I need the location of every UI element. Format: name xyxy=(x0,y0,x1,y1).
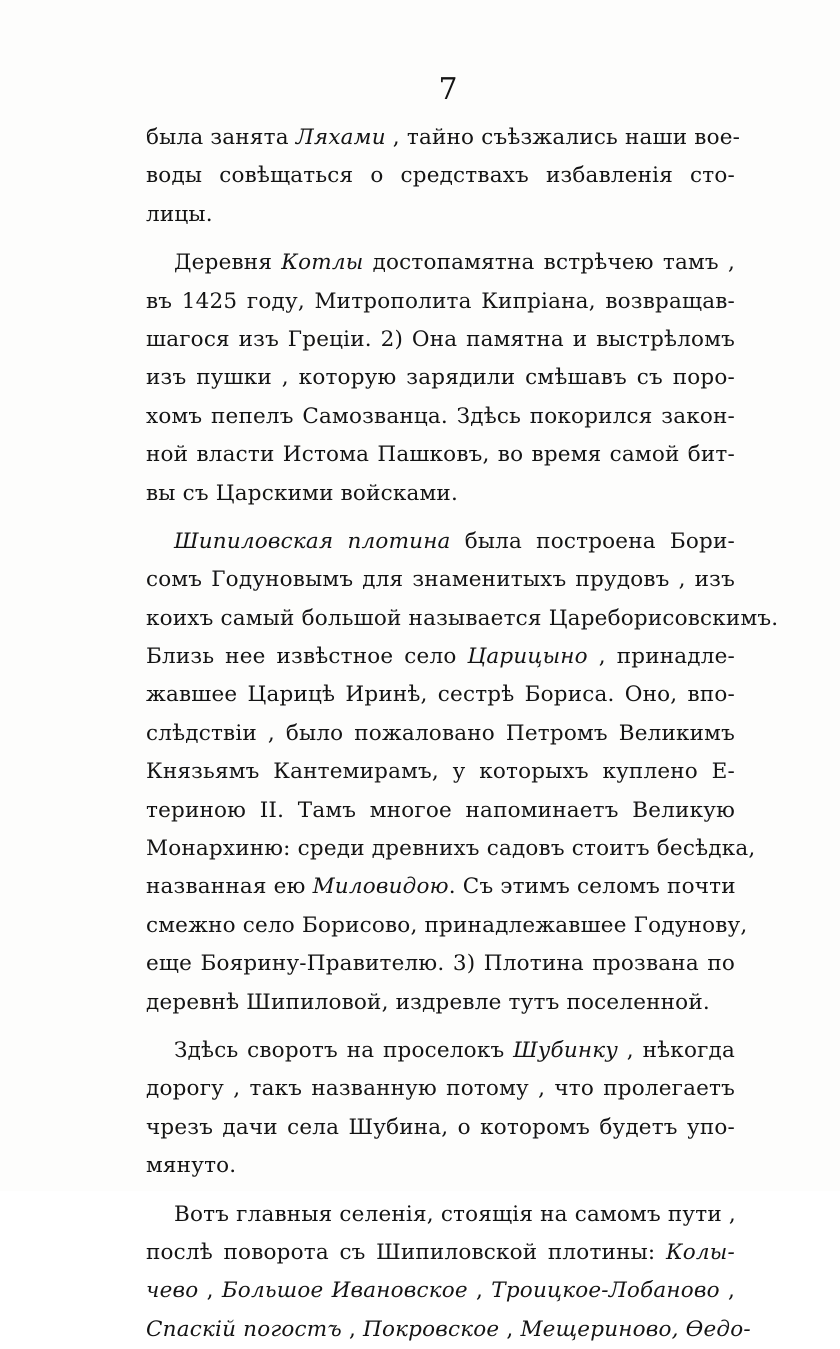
text-line xyxy=(146,1147,735,1185)
text-segment: коихъ самый большой называется Цареборисовскимъ. xyxy=(146,605,779,631)
text-segment: , xyxy=(198,1278,222,1304)
text-segment: воды совѣщаться о средствахъ избавленія сто- xyxy=(146,163,735,189)
text-line xyxy=(146,561,735,599)
text-line xyxy=(146,1196,735,1234)
text-segment: хомъ пепелъ Самозванца. Здѣсь покорился закон- xyxy=(146,403,735,429)
text-line xyxy=(146,321,735,359)
italic-text: Шипиловская плотина xyxy=(174,528,451,554)
text-segment: , xyxy=(467,1278,492,1304)
text-segment: дорогу , такъ названную потому , что пролегаетъ xyxy=(146,1076,735,1102)
text-segment: еще Боярину-Правителю. 3) Плотина прозвана по xyxy=(146,951,735,977)
text-segment: шагося изъ Греціи. 2) Она памятна и выстрѣломъ xyxy=(146,326,735,352)
text-segment: смежно село Борисово, принадлежавшее Годунову, xyxy=(146,912,748,938)
text-line xyxy=(146,600,779,638)
italic-text: Троицкое-Лобаново xyxy=(491,1278,720,1304)
italic-text: Котлы xyxy=(281,250,364,276)
text-segment: слѣдствіи , было пожаловано Петромъ Великимъ xyxy=(146,720,735,746)
text-line xyxy=(146,638,735,676)
text-line xyxy=(146,157,735,195)
text-segment: Здѣсь своротъ на проселокъ xyxy=(174,1037,514,1063)
italic-text: Миловидою xyxy=(312,874,449,900)
text-line xyxy=(146,398,735,436)
italic-text: Ляхами xyxy=(295,125,386,150)
text-segment: жавшее Царицѣ Иринѣ, сестрѣ Бориса. Оно, впо- xyxy=(146,682,735,708)
text-segment: изъ пушки , которую зарядили смѣшавъ съ поро- xyxy=(146,365,735,391)
text-segment: Князьямъ Кантемирамъ, у которыхъ куплено Е- xyxy=(146,759,735,785)
italic-text: чево xyxy=(146,1278,199,1304)
text-segment: чрезъ дачи села Шубина, о которомъ будетъ упо- xyxy=(146,1114,735,1140)
text-line xyxy=(146,244,735,282)
text-line xyxy=(146,475,735,513)
text-segment: лицы. xyxy=(146,201,213,227)
text-segment: достопамятна встрѣчею тамъ , xyxy=(363,250,735,276)
text-line xyxy=(146,830,756,868)
text-segment: была занята xyxy=(146,125,296,150)
text-segment: въ 1425 году, Митрополита Кипріана, возвращав- xyxy=(146,288,735,314)
text-segment: ной власти Истома Пашковъ, во время самой бит- xyxy=(146,442,735,468)
text-line xyxy=(146,436,735,474)
italic-text: Колы- xyxy=(665,1239,735,1265)
text-line xyxy=(146,907,748,945)
text-line xyxy=(146,523,735,561)
text-line xyxy=(146,1272,735,1310)
text-segment: . Съ этимъ селомъ почти xyxy=(448,874,736,900)
text-line xyxy=(146,868,735,906)
italic-text: Спаскій погостъ xyxy=(146,1316,342,1342)
text-line xyxy=(146,715,735,753)
text-line xyxy=(146,1032,735,1070)
text-line xyxy=(146,753,735,791)
text-line xyxy=(146,984,735,1022)
text-segment: деревнѣ Шипиловой, издревле тутъ поселенной. xyxy=(146,989,710,1015)
text-line xyxy=(146,676,735,714)
text-segment: была построена Бори- xyxy=(450,528,735,554)
text-line xyxy=(146,792,735,830)
page-number: 7 xyxy=(438,72,458,107)
italic-text: Шубинку xyxy=(513,1037,618,1063)
italic-text: Покровское xyxy=(363,1316,500,1342)
text-segment: , нѣкогда xyxy=(618,1037,736,1063)
text-line xyxy=(146,1070,735,1108)
text-line xyxy=(146,196,735,234)
text-line xyxy=(146,283,735,321)
text-line xyxy=(146,1234,735,1272)
text-line xyxy=(146,945,735,983)
text-line xyxy=(146,1311,751,1349)
page-text xyxy=(146,119,779,1349)
text-segment: Монархиню: среди древнихъ садовъ стоитъ бесѣдка, xyxy=(146,836,756,862)
text-segment: Деревня xyxy=(174,250,282,276)
italic-text: Царицыно xyxy=(467,644,588,670)
text-line xyxy=(146,119,741,157)
text-segment: мянуто. xyxy=(146,1153,237,1179)
text-segment: , тайно съѣзжались наши вое- xyxy=(385,125,741,150)
italic-text: Мещериново, Ѳедо- xyxy=(520,1316,751,1342)
text-segment: Вотъ главныя селенія, стоящія на самомъ пути , xyxy=(174,1201,736,1227)
text-segment: сомъ Годуновымъ для знаменитыхъ прудовъ , изъ xyxy=(146,567,735,593)
text-segment: , принадле- xyxy=(587,644,735,670)
italic-text: Большое Ивановское xyxy=(221,1278,468,1304)
text-segment: послѣ поворота съ Шипиловской плотины: xyxy=(146,1239,666,1265)
text-segment: териною II. Тамъ многое напоминаетъ Великую xyxy=(146,797,735,823)
text-segment: , xyxy=(341,1316,364,1342)
text-segment: названная ею xyxy=(146,874,313,900)
text-segment: , xyxy=(719,1278,736,1304)
text-segment: вы съ Царскими войсками. xyxy=(146,480,458,506)
text-segment: Близь нее извѣстное село xyxy=(146,644,468,670)
text-line xyxy=(146,1109,735,1147)
text-line xyxy=(146,359,735,397)
text-segment: , xyxy=(499,1316,521,1342)
